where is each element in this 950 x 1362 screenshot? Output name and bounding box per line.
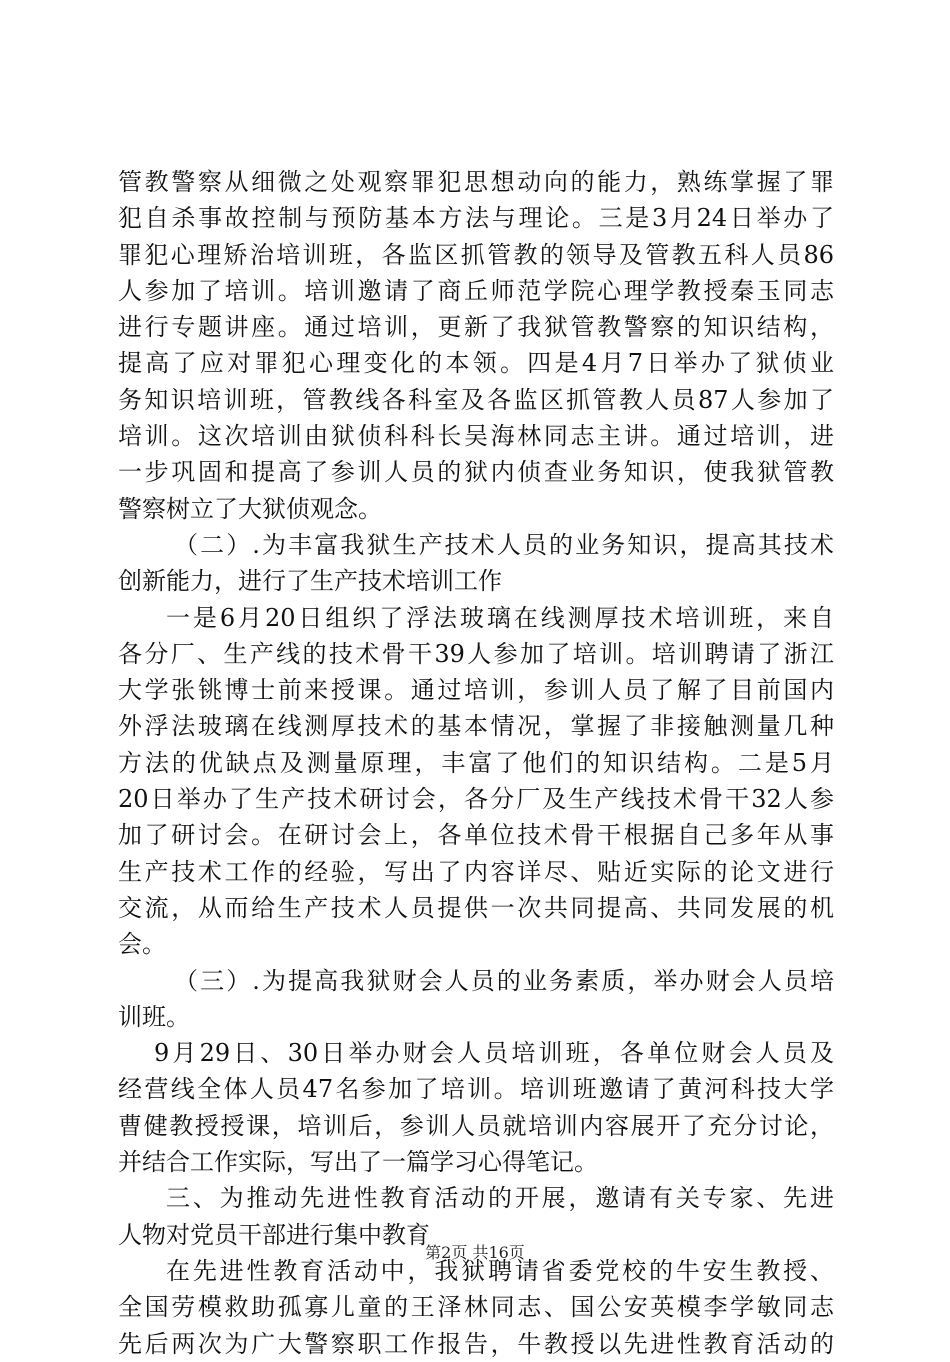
text-line: 一步巩固和提高了参训人员的狱内侦查业务知识，使我狱管教 [118, 458, 834, 487]
text-line: 曹健教授授课，培训后，参训人员就培训内容展开了充分讨论， [118, 1111, 834, 1140]
text-line: 生产技术工作的经验，写出了内容详尽、贴近实际的论文进行 [118, 857, 834, 886]
text-line: 在先进性教育活动中，我狱聘请省委党校的牛安生教授、 [166, 1256, 834, 1285]
section-heading: 三、为推动先进性教育活动的开展，邀请有关专家、先进 [166, 1184, 834, 1213]
text-line: 犯自杀事故控制与预防基本方法与理论。三是3月24日举办了 [118, 204, 834, 233]
text-line: 进行专题讲座。通过培训，更新了我狱管教警察的知识结构， [118, 313, 834, 342]
section-heading: 人物对党员干部进行集中教育 [118, 1220, 430, 1249]
section-heading: 训班。 [118, 1002, 190, 1031]
section-heading: （二）.为丰富我狱生产技术人员的业务知识，提高其技术 [174, 530, 834, 559]
body-text [118, 164, 834, 1362]
text-line: 提高了应对罪犯心理变化的本领。四是4月7日举办了狱侦业 [118, 349, 834, 378]
text-line: 罪犯心理矫治培训班，各监区抓管教的领导及管教五科人员86 [118, 240, 834, 269]
text-line: 交流，从而给生产技术人员提供一次共同提高、共同发展的机 [118, 893, 834, 922]
text-line: 全国劳模救助孤寡儿童的王泽林同志、国公安英模李学敏同志 [118, 1293, 834, 1322]
text-line: 外浮法玻璃在线测厚技术的基本情况，掌握了非接触测量几种 [118, 712, 834, 741]
text-line: 大学张铫博士前来授课。通过培训，参训人员了解了目前国内 [118, 676, 834, 705]
section-heading: 创新能力，进行了生产技术培训工作 [118, 567, 502, 596]
text-line: 会。 [118, 930, 166, 959]
text-line: 警察树立了大狱侦观念。 [118, 494, 382, 523]
text-line: 加了研讨会。在研讨会上，各单位技术骨干根据自己多年从事 [118, 821, 834, 850]
page-number-footer: 第2页 共16页 [425, 1243, 525, 1262]
text-line: 培训。这次培训由狱侦科科长吴海林同志主讲。通过培训，进 [118, 422, 834, 451]
section-heading: （三）.为提高我狱财会人员的业务素质，举办财会人员培 [174, 966, 834, 995]
text-line: 9月29日、30日举办财会人员培训班，各单位财会人员及 [154, 1039, 834, 1068]
text-line: 各分厂、生产线的技术骨干39人参加了培训。培训聘请了浙江 [118, 639, 834, 668]
text-line: 20日举办了生产技术研讨会，各分厂及生产线技术骨干32人参 [118, 785, 834, 814]
text-line: 管教警察从细微之处观察罪犯思想动向的能力，熟练掌握了罪 [118, 168, 834, 196]
text-line: 务知识培训班，管教线各科室及各监区抓管教人员87人参加了 [118, 385, 834, 414]
text-line: 方法的优缺点及测量原理，丰富了他们的知识结构。二是5月 [118, 748, 834, 777]
text-line: 一是6月20日组织了浮法玻璃在线测厚技术培训班，来自 [166, 603, 834, 632]
text-line: 经营线全体人员47名参加了培训。培训班邀请了黄河科技大学 [118, 1075, 834, 1104]
text-line: 并结合工作实际，写出了一篇学习心得笔记。 [118, 1148, 598, 1177]
text-line: 先后两次为广大警察职工作报告，牛教授以先进性教育活动的 [118, 1329, 834, 1358]
text-line: 人参加了培训。培训邀请了商丘师范学院心理学教授秦玉同志 [118, 276, 834, 305]
